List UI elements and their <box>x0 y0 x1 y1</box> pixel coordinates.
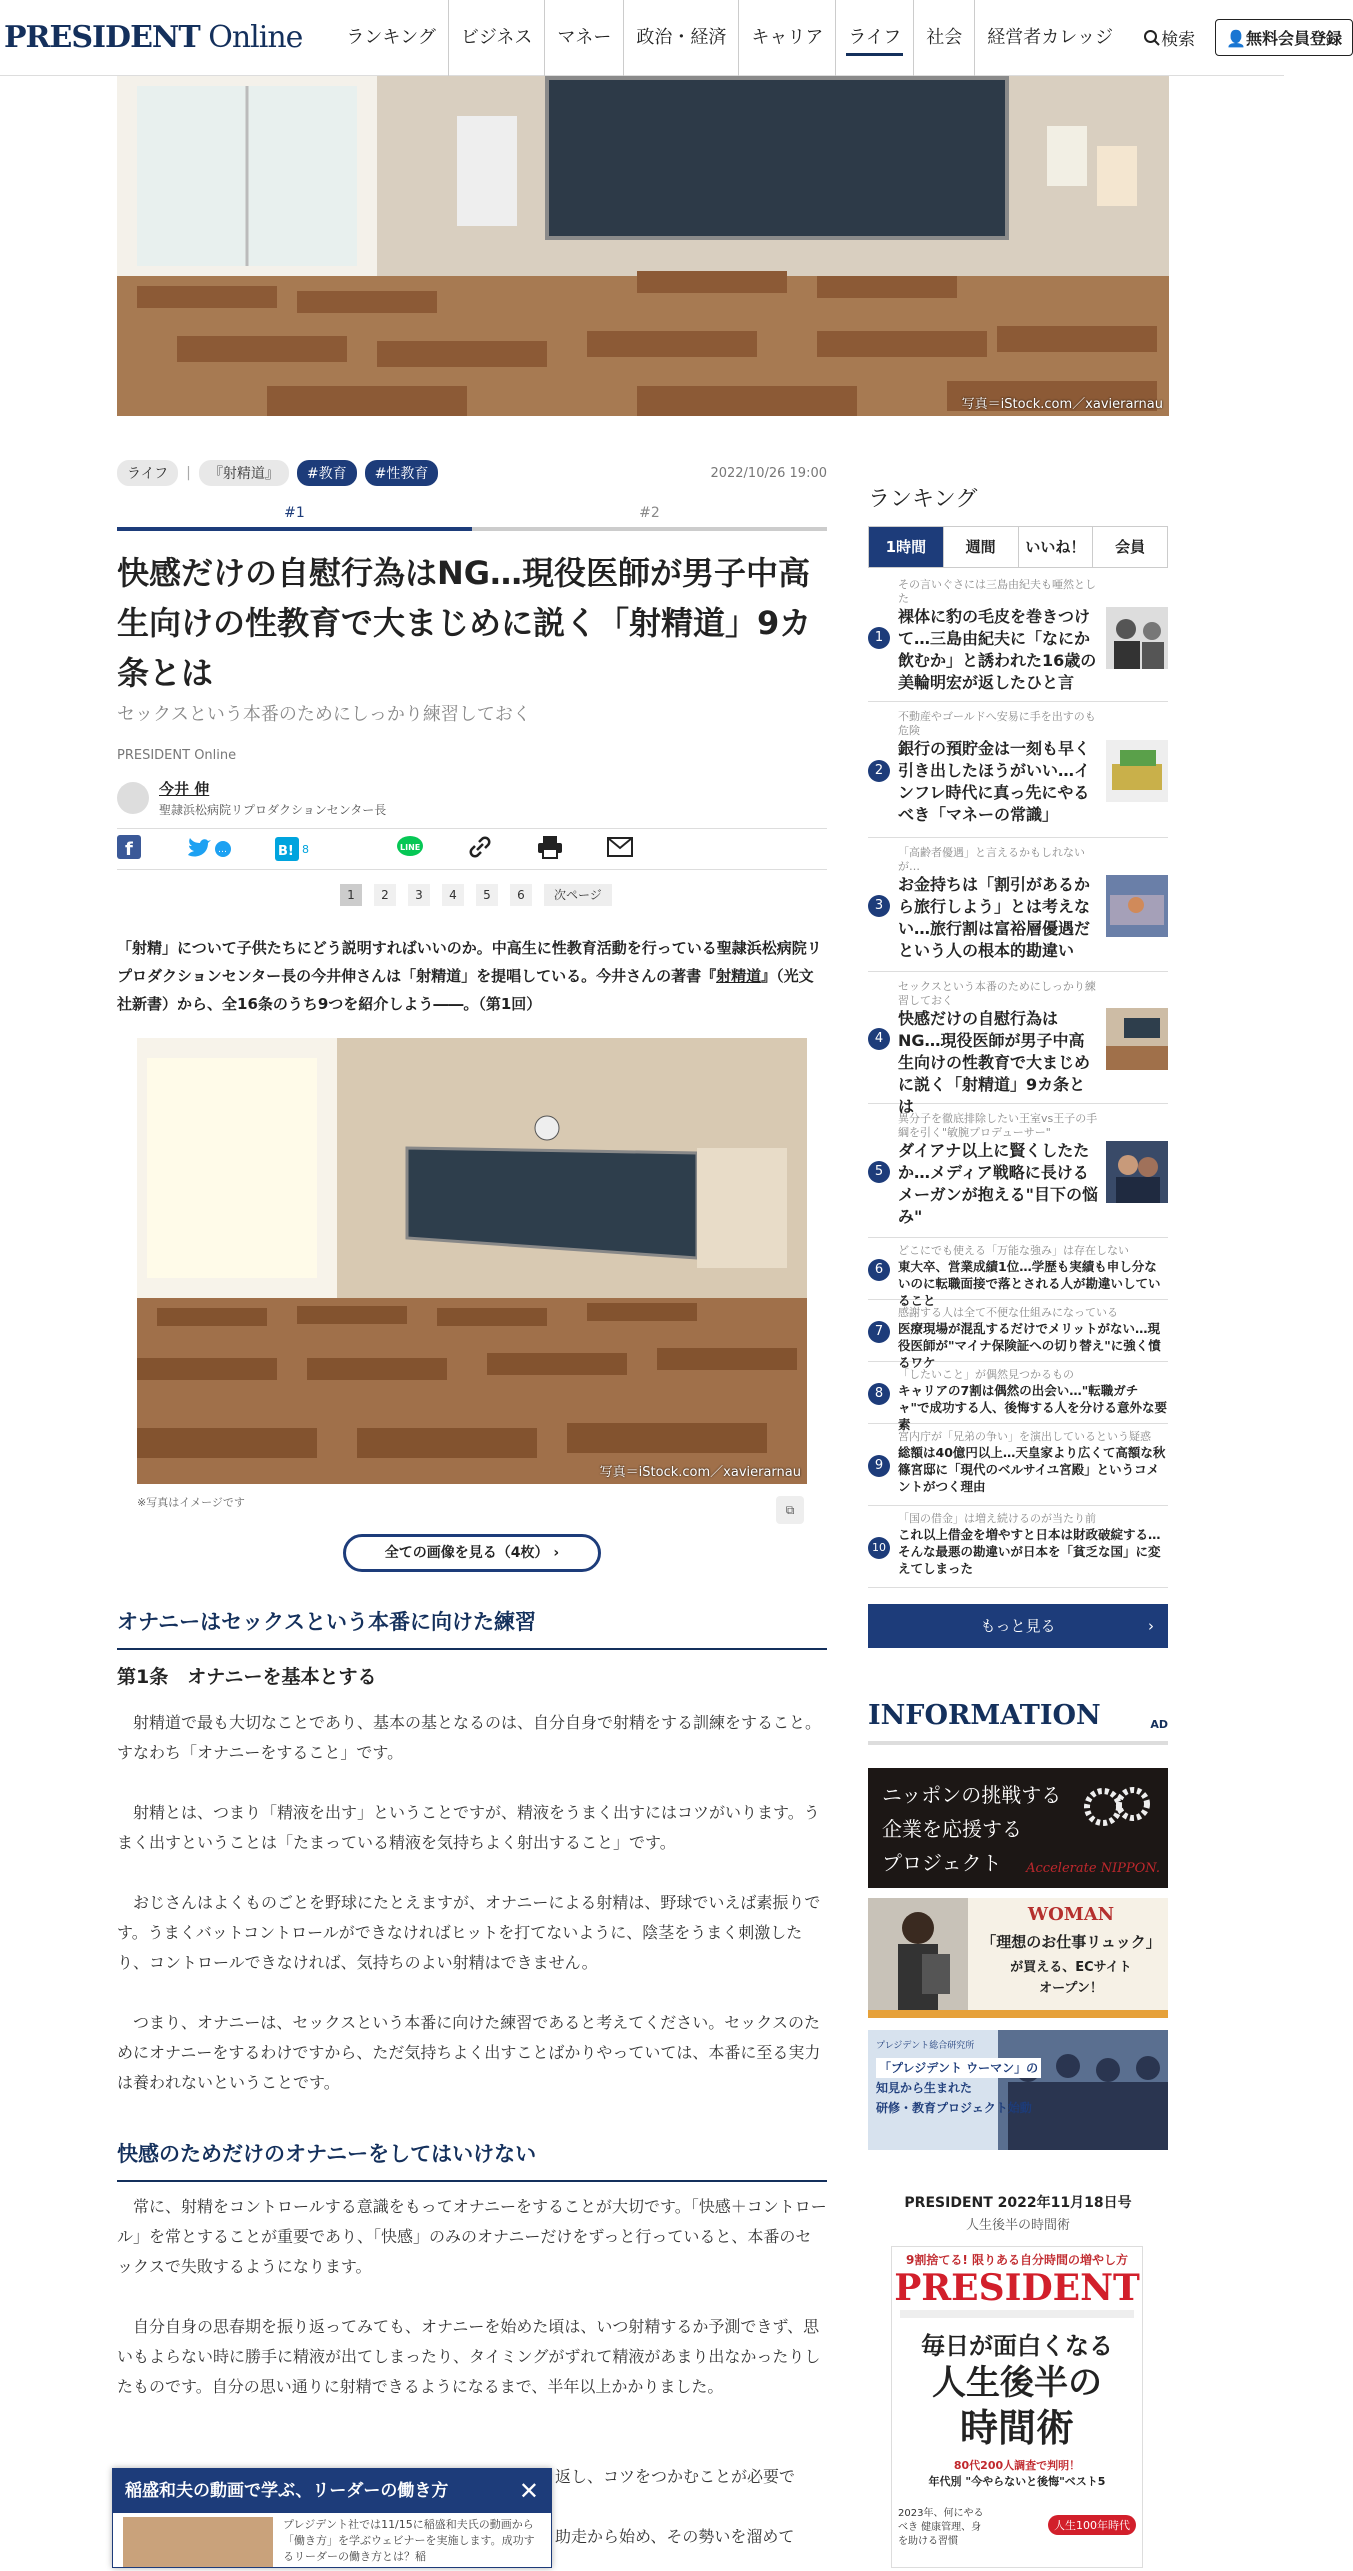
author-block[interactable] <box>117 778 386 818</box>
magazine-issue-subtitle: 人生後半の時間術 <box>965 2218 1070 2233</box>
popup-text: プレジデント社では11/15に稲盛和夫氏の動画から「働き方」を学ぶウェビナーを実施します。成功するリーダーの働き方とは？稲 <box>283 2518 535 2563</box>
rank-headline[interactable]: キャリアの7割は偶然の出会い…"転職ガチャ"で成功する人、後悔する人を分ける意外な要素 <box>898 1383 1168 1432</box>
lead-text-2: 』（光文社新書）から、全16条のうち9つを紹介しよう――。（第1回） <box>117 967 814 1013</box>
magazine-line1: 毎日が面白くなる <box>921 2332 1113 2360</box>
rank-kicker: 異分子を徹底排除したい王室vs王子の手綱を引く"敏腕プロデューサー" <box>898 1112 1098 1139</box>
information-title: INFORMATION <box>868 1700 1101 1731</box>
photo-credit: 写真＝iStock.com／xavierarnau <box>599 1465 801 1480</box>
view-all-images-button[interactable] <box>343 1534 601 1572</box>
ranking-tab-members[interactable]: 会員 <box>1115 538 1146 556</box>
author-role: 聖隷浜松病院リプロダクションセンター長 <box>159 803 387 817</box>
more-label: もっと見る <box>980 1617 1056 1635</box>
svg-text:B!: B! <box>278 844 294 859</box>
photo-caption: ※写真はイメージです <box>137 1496 245 1509</box>
search-label: 検索 <box>1161 30 1196 50</box>
rank-thumbnail <box>1106 1008 1168 1070</box>
popup-thumbnail <box>123 2517 273 2567</box>
page-4[interactable]: 4 <box>442 884 464 906</box>
classroom-photo <box>137 1038 807 1484</box>
share-bar <box>117 828 827 870</box>
paragraph-3: おじさんはよくものごとを野球にたとえますが、オナニーによる射精は、野球でいえば素振りです。うまくバットコントロールができなければヒットを打てないように、陰茎をうまく刺激したり、コントロールできなければ、気持ちのよい射精はできません。 <box>117 1893 821 1972</box>
paragraph-2: 射精とは、つまり「精液を出す」ということですが、精液をうまく出すにはコツがいります。うまく出すということは「たまっている精液を気持ちよく射出すること」です。 <box>117 1803 820 1852</box>
svg-text:…: … <box>218 845 227 855</box>
rank-thumbnail <box>1106 875 1168 937</box>
twitter-count-icon <box>215 841 231 857</box>
more-ranking-button[interactable] <box>868 1604 1168 1648</box>
svg-text:f: f <box>125 839 133 860</box>
banner1-line3: プロジェクト <box>882 1851 1002 1875</box>
person-with-bag-icon <box>868 1898 968 2018</box>
ranking-item[interactable] <box>868 1508 1168 1588</box>
page-5[interactable]: 5 <box>476 884 498 906</box>
banner2-line3: オープン！ <box>1039 1981 1103 1996</box>
nav-politics[interactable]: 政治・経済 <box>624 0 739 76</box>
print-icon[interactable] <box>537 835 563 863</box>
rank-number: 2 <box>868 760 890 782</box>
rank-kicker: 「国の借金」は増え続けるのが当たり前 <box>898 1512 1096 1525</box>
banner3-line2: 知見から生まれた <box>876 2081 973 2095</box>
rank-number: 3 <box>868 895 890 917</box>
ranking-tab-likes[interactable]: いいね！ <box>1019 527 1094 567</box>
banner-woman-rucksack[interactable] <box>868 1898 1168 2018</box>
site-logo[interactable]: PRESIDENT Online <box>4 20 303 55</box>
rank-headline[interactable]: ダイアナ以上に賢くしたたか…メディア戦略に長けるメーガンが抱える"目下の悩み" <box>898 1141 1099 1226</box>
next-page-button[interactable]: 次ページ <box>544 884 612 906</box>
rank-kicker: セックスという本番のためにしっかり練習しておく <box>898 980 1096 1007</box>
ranking-item[interactable] <box>868 974 1168 1116</box>
magazine-side-text: 2023年、何にやるべき 健康管理、身を助ける習慣 <box>898 2508 984 2547</box>
hatena-icon[interactable] <box>275 837 353 861</box>
rank-thumbnail <box>1106 607 1168 669</box>
page-6[interactable]: 6 <box>510 884 532 906</box>
user-icon: 👤 <box>1226 29 1247 48</box>
banner2-brand: WOMAN <box>1027 1904 1115 1925</box>
banner3-kicker: プレジデント総合研究所 <box>876 2041 975 2051</box>
subsection-heading-1: 第1条 オナニーを基本とする <box>117 1666 377 1688</box>
nav-college[interactable]: 経営者カレッジ <box>987 26 1114 48</box>
popup-title: 稲盛和夫の動画で学ぶ、リーダーの働き方 <box>125 2481 449 2501</box>
rank-number: 1 <box>868 627 890 649</box>
ranking-item[interactable] <box>868 1364 1168 1432</box>
hatena-count: 8 <box>302 842 309 856</box>
information-header <box>868 1700 1168 1745</box>
article-photo[interactable] <box>137 1038 807 1484</box>
banner3-line3: 研修・教育プロジェクト始動 <box>876 2101 1032 2115</box>
avatar <box>117 782 149 814</box>
article-source: PRESIDENT Online <box>117 748 237 763</box>
tag-category[interactable]: ライフ <box>117 460 178 486</box>
paragraph-1: 射精道で最も大切なことであり、基本の基となるのは、自分自身で射精をする訓練をすること。すなわち「オナニーをすること」です。 <box>117 1713 822 1762</box>
nav-money[interactable]: マネー <box>545 0 624 76</box>
rank-headline[interactable]: 総額は40億円以上…天皇家より広くて高額な秋篠宮邸に「現代のベルサイユ宮殿」というコメントがつく理由 <box>898 1445 1166 1494</box>
hero-image <box>117 76 1169 416</box>
magazine-logo: PRESIDENT <box>894 2267 1140 2309</box>
ranking-item[interactable] <box>868 1106 1168 1238</box>
article-part-tabs <box>117 505 827 531</box>
nav-life[interactable]: ライフ <box>836 0 914 76</box>
rank-headline[interactable]: 裸体に豹の毛皮を巻きつけて…三島由紀夫に「なにか飲むか」と誘われた16歳の美輪明宏が返したひと言 <box>898 607 1097 692</box>
ranking-item[interactable] <box>868 1426 1168 1506</box>
banner1-line2: 企業を応援する <box>882 1817 1022 1841</box>
rank-kicker: 「したいこと」が偶然見つかるもの <box>898 1368 1074 1381</box>
banner2-line1: 「理想のお仕事リュック」 <box>981 1933 1161 1951</box>
tag-row <box>117 460 827 486</box>
close-icon[interactable]: ✕ <box>518 2477 539 2505</box>
twitter-icon[interactable] <box>185 837 231 861</box>
ad-label: AD <box>1150 1718 1168 1731</box>
rank-headline[interactable]: お金持ちは「割引があるから旅行しよう」とは考えない…旅行割は富裕層優遇だという人の根本的勘違い <box>898 875 1091 960</box>
paragraph-8: 助走から始め、その勢いを溜めて <box>555 2527 795 2546</box>
ranking-item[interactable] <box>868 840 1168 972</box>
magazine-kicker: 9割捨てる! 限りある自分時間の増やし方 <box>905 2253 1128 2267</box>
tag-separator: | <box>186 465 191 481</box>
magazine-note: 80代200人調査で判明！ <box>953 2459 1081 2472</box>
expand-icon[interactable]: ⧉ <box>776 1496 804 1524</box>
rank-kicker: 「高齢者優遇」と言えるかもしれないが… <box>898 846 1085 873</box>
rank-number: 6 <box>868 1259 890 1281</box>
rank-headline[interactable]: 快感だけの自慰行為はNG…現役医師が男子中高生向けの性教育で大まじめに説く「射精道」9カ条とは <box>898 1009 1091 1116</box>
hero-credit: 写真＝iStock.com／xavierarnau <box>961 397 1163 412</box>
gear-icon <box>1083 1782 1153 1832</box>
view-all-label: 全ての画像を見る（4枚） <box>384 1545 549 1561</box>
article-title: 快感だけの自慰行為はNG…現役医師が男子中高生向けの性教育で大まじめに説く「射精道」9カ条とは <box>117 554 812 692</box>
rank-kicker: 宮内庁が「兄弟の争い」を演出しているという疑惑 <box>898 1430 1151 1443</box>
ranking-item[interactable] <box>868 704 1168 838</box>
paragraph-5: 常に、射精をコントロールする意識をもってオナニーをすることが大切です。「快感＋コントロール」を常とすることが重要であり、「快感」のみのオナニーだけをずっと行っていると、本番のセックスで失敗するようになります。 <box>117 2197 827 2276</box>
rank-number: 4 <box>868 1028 890 1050</box>
ranking-tab-hour[interactable]: 1時間 <box>869 527 944 567</box>
page-1[interactable]: 1 <box>340 884 362 906</box>
search-icon <box>1143 29 1161 47</box>
rank-number: 10 <box>868 1537 890 1559</box>
nav-society[interactable]: 社会 <box>914 0 975 76</box>
ranking-title: ランキング <box>868 487 978 512</box>
line-icon[interactable] <box>397 835 423 863</box>
svg-text:LINE: LINE <box>400 843 421 852</box>
magazine-note2: 年代別 "今やらないと後悔"ベスト5 <box>928 2475 1106 2488</box>
paragraph-4: つまり、オナニーは、セックスという本番に向けた練習であると考えてください。セックスのためにオナニーをするわけですから、ただ気持ちよく出すことばかりやっていては、本番に至る実力は養われないということです。 <box>117 2013 821 2092</box>
section-heading-1: オナニーはセックスという本番に向けた練習 <box>117 1606 827 1650</box>
magazine-issue-label: PRESIDENT 2022年11月18日号 <box>904 2195 1132 2211</box>
rank-kicker: どこにでも使える「万能な強み」は存在しない <box>898 1244 1129 1257</box>
tag-sex-education[interactable]: #性教育 <box>365 460 439 486</box>
ranking-item[interactable] <box>868 574 1168 702</box>
register-label: 無料会員登録 <box>1246 29 1343 48</box>
publish-date: 2022/10/26 19:00 <box>710 465 827 481</box>
book-link[interactable]: 射精道 <box>716 967 762 985</box>
rank-kicker: 感謝する人は全て不便な仕組みになっている <box>898 1306 1118 1319</box>
banner3-line1: 「プレジデント ウーマン」の <box>876 2058 1041 2078</box>
banner-accelerate-nippon[interactable] <box>868 1768 1168 1888</box>
magazine-badge: 人生100年時代 <box>1048 2515 1136 2535</box>
rank-headline[interactable]: これ以上借金を増やすと日本は財政破綻する…そんな最悪の勘違いが日本を「貧乏な国」に変えてしまった <box>898 1527 1161 1576</box>
author-name[interactable]: 今井 伸 <box>159 780 210 798</box>
paragraph-6: 自分自身の思春期を振り返ってみても、オナニーを始めた頃は、いつ射精するか予測できず、思いもよらない時に勝手に精液が出てしまったり、タイミングがずれて精液があまり出なかったりしたものです。自分の思い通りに射精できるようになるまで、半年以上かかりました。 <box>117 2317 821 2396</box>
tab-part-1[interactable]: #1 <box>117 505 472 531</box>
banner2-line2: が買える、ECサイト <box>1010 1960 1132 1975</box>
section-heading-2: 快感のためだけのオナニーをしてはいけない <box>117 2138 827 2182</box>
banner-president-woman-project[interactable] <box>868 2030 1168 2150</box>
ranking-item[interactable] <box>868 1302 1168 1370</box>
nav-ranking[interactable]: ランキング <box>334 0 448 76</box>
rank-number: 9 <box>868 1455 890 1477</box>
chevron-right-icon: › <box>1148 1617 1154 1635</box>
video-promo-popup[interactable] <box>112 2468 552 2568</box>
rank-headline[interactable]: 東大卒、営業成績1位…学歴も実績も申し分ないのに転職面接で落とされる人が勘違いしていること <box>898 1259 1161 1308</box>
rank-headline[interactable]: 医療現場が混乱するだけでメリットがない…現役医師が"マイナ保険証への切り替え"に強く憤るワケ <box>898 1321 1161 1370</box>
rank-thumbnail <box>1106 740 1168 802</box>
rank-headline[interactable]: 銀行の預貯金は一刻も早く引き出したほうがいい…インフレ時代に真っ先にやるべき「マネーの常識」 <box>898 739 1091 824</box>
link-icon[interactable] <box>467 834 493 864</box>
register-button[interactable] <box>1215 19 1353 56</box>
ranking-tab-week[interactable]: 週間 <box>944 527 1019 567</box>
banner1-line1: ニッポンの挑戦する <box>882 1783 1062 1807</box>
rank-number: 8 <box>868 1383 890 1405</box>
page-3[interactable]: 3 <box>408 884 430 906</box>
rank-kicker: その言いぐさには三島由紀夫も唖然とした <box>898 578 1096 605</box>
search-button[interactable] <box>1143 25 1195 50</box>
nav-career[interactable]: キャリア <box>739 0 836 76</box>
rank-kicker: 不動産やゴールドへ安易に手を出すのも危険 <box>898 710 1096 737</box>
magazine-line3: 時間術 <box>959 2406 1074 2450</box>
tab-part-2[interactable]: #2 <box>472 505 827 531</box>
rank-number: 5 <box>868 1161 890 1183</box>
rank-thumbnail <box>1106 1141 1168 1203</box>
main-nav <box>334 0 1125 76</box>
paragraph-7: 返し、コツをつかむことが必要で <box>555 2467 796 2486</box>
mail-icon[interactable] <box>607 837 633 861</box>
magazine-line2: 人生後半の <box>932 2363 1102 2403</box>
pagination <box>340 884 624 906</box>
classroom-illustration <box>117 76 1169 416</box>
article-lead <box>117 934 827 1018</box>
site-header <box>0 0 1343 76</box>
ranking-item[interactable] <box>868 1240 1168 1308</box>
facebook-icon[interactable] <box>117 835 141 863</box>
banner1-slogan: Accelerate NIPPON. <box>1026 1861 1160 1876</box>
page-2[interactable]: 2 <box>374 884 396 906</box>
article-subtitle: セックスという本番のためにしっかり練習しておく <box>117 704 531 725</box>
tag-education[interactable]: #教育 <box>297 460 357 486</box>
lead-text-1: 「射精」について子供たちにどう説明すればいいのか。中高生に性教育活動を行っている聖隷浜松病院リプロダクションセンター長の今井伸さんは「射精道」を提唱している。今井さんの著書『 <box>117 939 822 985</box>
magazine-cover[interactable] <box>891 2246 1143 2568</box>
ranking-tabs <box>868 526 1168 568</box>
chevron-right-icon: › <box>553 1545 560 1561</box>
rank-number: 7 <box>868 1321 890 1343</box>
tag-book[interactable]: 『射精道』 <box>199 460 289 486</box>
nav-business[interactable]: ビジネス <box>449 0 545 76</box>
